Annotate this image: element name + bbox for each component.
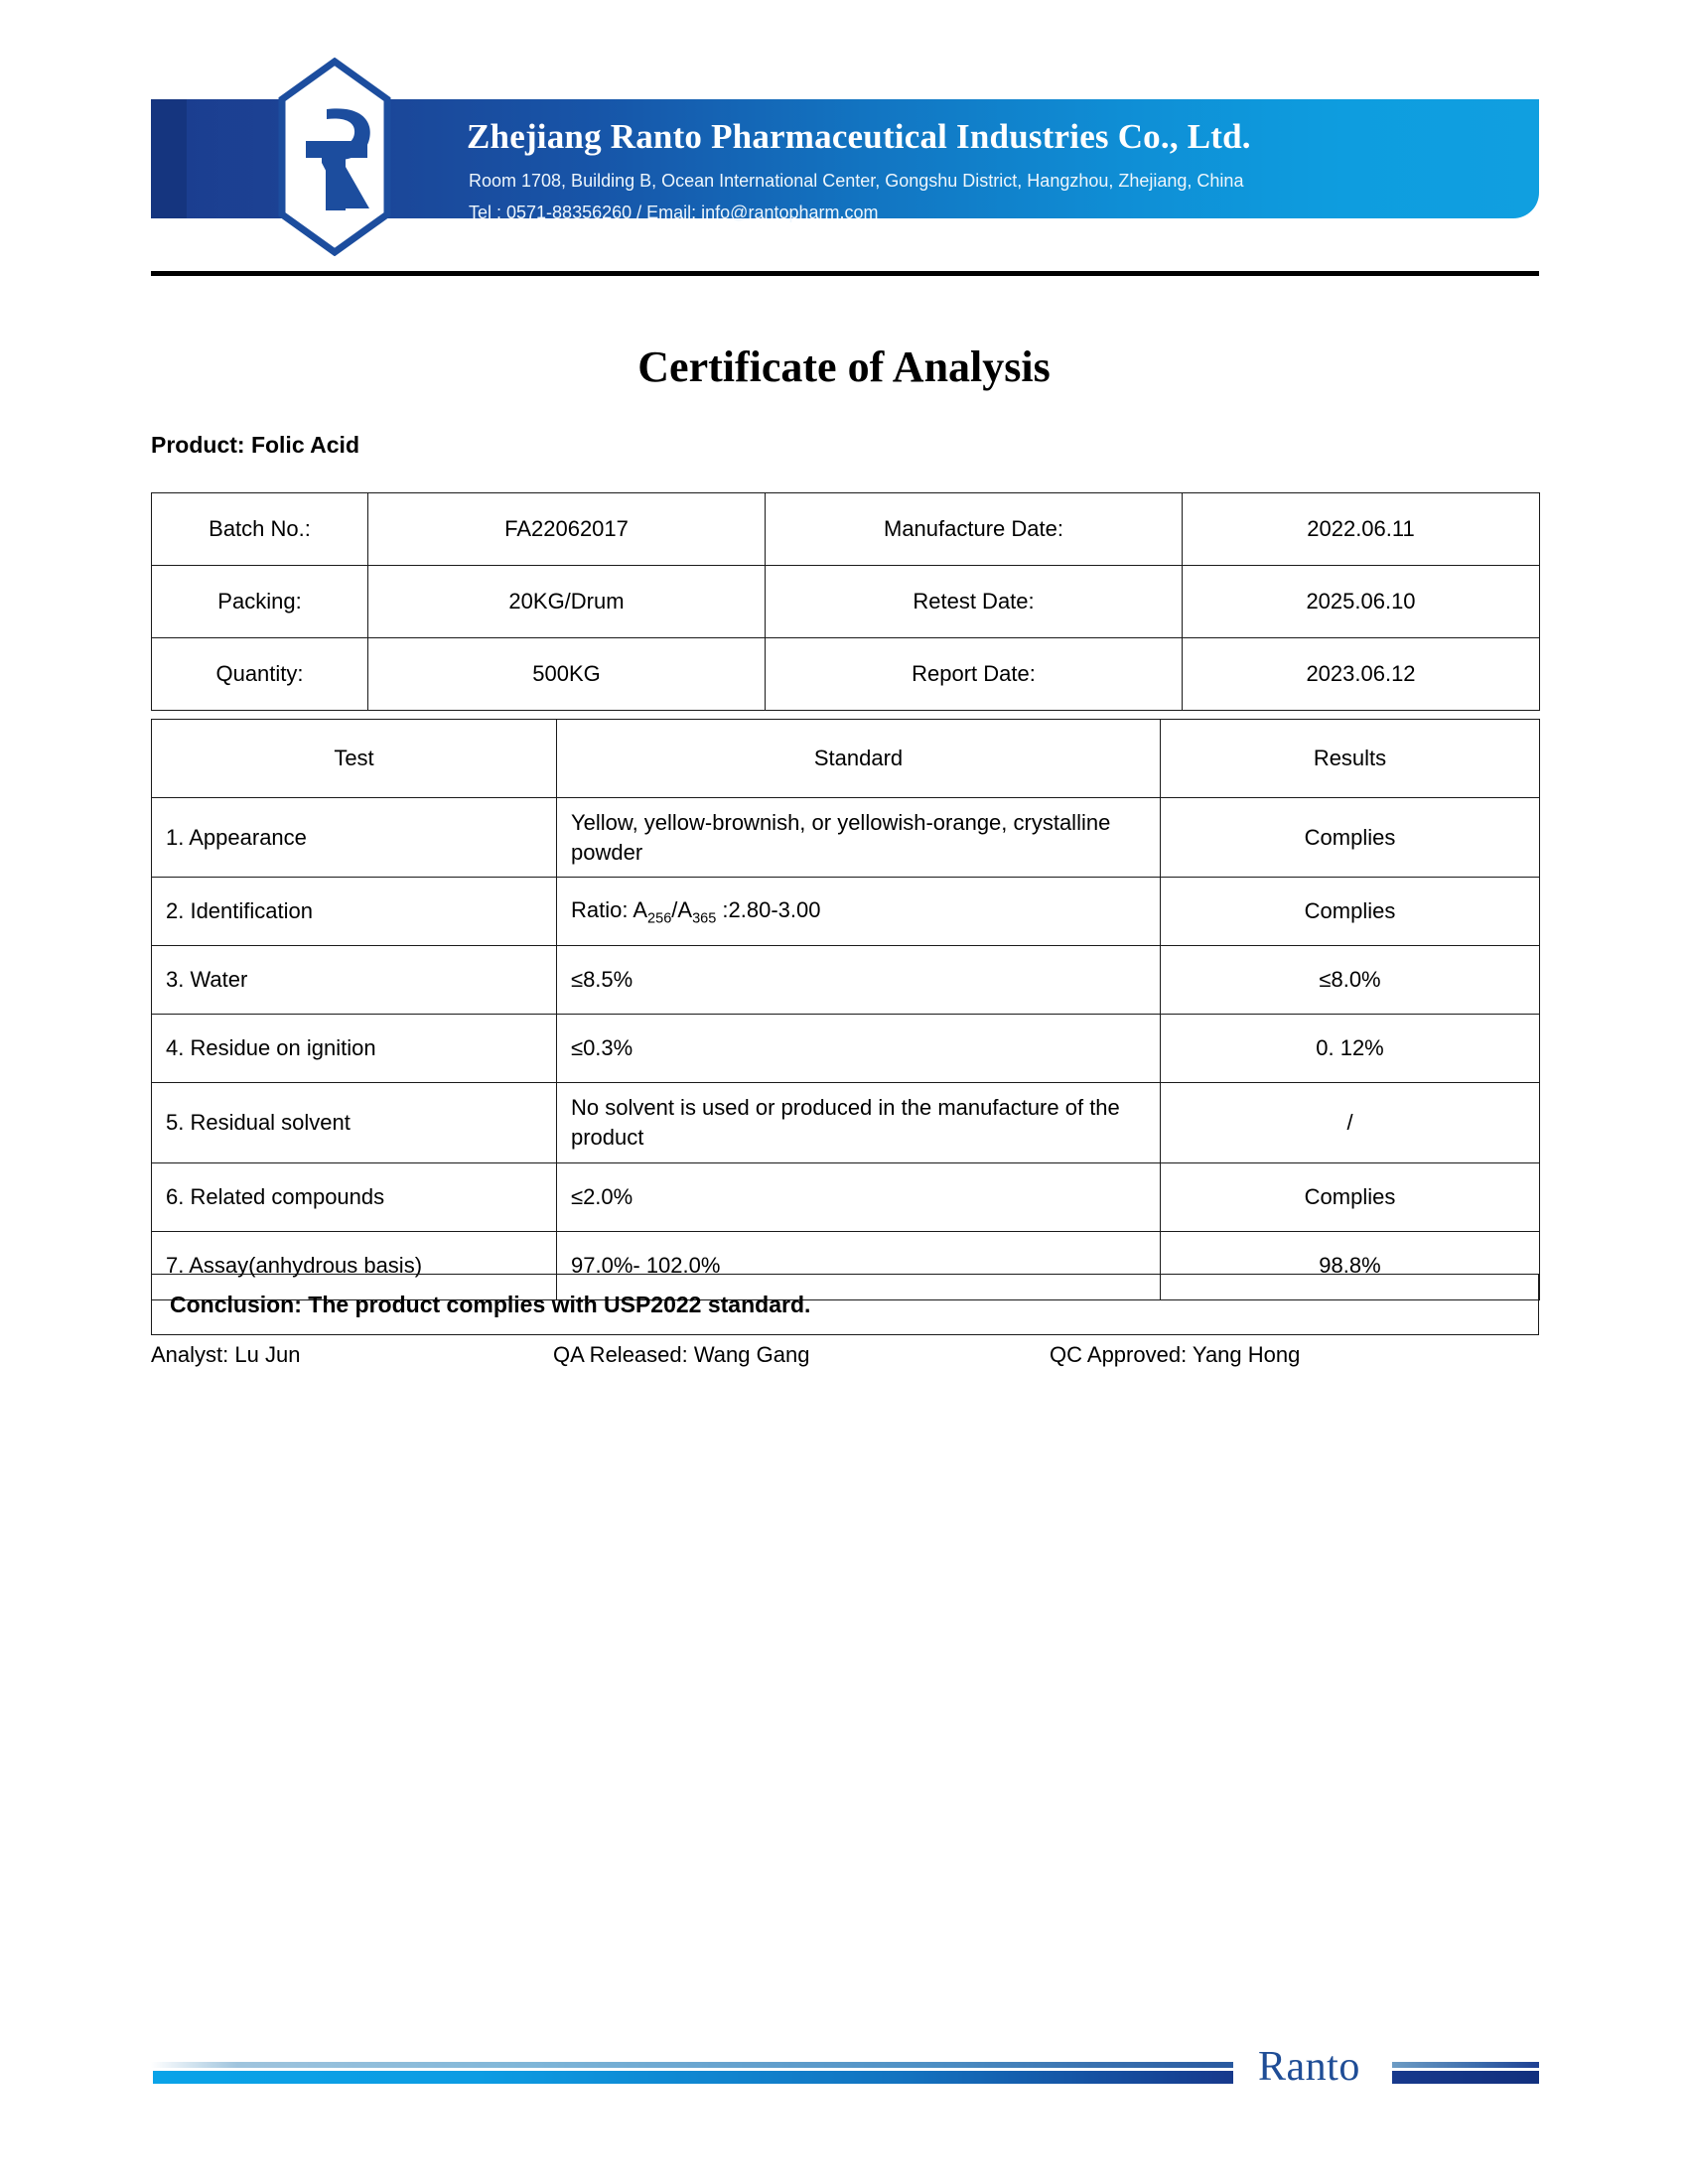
test-standard bbox=[557, 878, 1161, 946]
standard-prefix: Ratio: A bbox=[571, 896, 648, 922]
test-standard: Yellow, yellow-brownish, or yellowish-orange, crystalline powder bbox=[557, 798, 1161, 878]
product-label: Product: Folic Acid bbox=[151, 432, 359, 458]
test-result: Complies bbox=[1161, 1162, 1540, 1231]
table-row bbox=[152, 1015, 1540, 1083]
signature-row bbox=[151, 1342, 1539, 1382]
qc-approved-signature: QC Approved: Yang Hong bbox=[1050, 1342, 1301, 1367]
test-name: 4. Residue on ignition bbox=[152, 1015, 557, 1083]
batch-no-label: Batch No.: bbox=[152, 493, 368, 566]
test-standard: ≤2.0% bbox=[557, 1162, 1161, 1231]
table-row bbox=[152, 1083, 1540, 1162]
report-date-label: Report Date: bbox=[766, 638, 1183, 711]
test-name: 3. Water bbox=[152, 946, 557, 1015]
table-row bbox=[152, 638, 1540, 711]
footer-rule-top-left bbox=[151, 2062, 1233, 2068]
manufacture-date-label: Manufacture Date: bbox=[766, 493, 1183, 566]
table-row bbox=[152, 493, 1540, 566]
table-header-row bbox=[152, 720, 1540, 798]
column-header-results: Results bbox=[1161, 720, 1540, 798]
test-name: 1. Appearance bbox=[152, 798, 557, 878]
footer-rule-bottom-right bbox=[1392, 2071, 1539, 2084]
test-name: 5. Residual solvent bbox=[152, 1083, 557, 1162]
test-name: 7. Assay(anhydrous basis) bbox=[152, 1231, 557, 1299]
page-footer bbox=[151, 2043, 1539, 2103]
test-name: 6. Related compounds bbox=[152, 1162, 557, 1231]
standard-suffix: :2.80-3.00 bbox=[716, 896, 821, 922]
batch-info-table bbox=[151, 492, 1540, 711]
table-row bbox=[152, 946, 1540, 1015]
standard-subscript-256: 256 bbox=[647, 910, 672, 927]
footer-brand: Ranto bbox=[1258, 2044, 1360, 2090]
quantity-value: 500KG bbox=[368, 638, 766, 711]
page-title: Certificate of Analysis bbox=[637, 342, 1051, 391]
test-result: / bbox=[1161, 1083, 1540, 1162]
retest-date-value: 2025.06.10 bbox=[1183, 566, 1540, 638]
test-result: 98.8% bbox=[1161, 1231, 1540, 1299]
test-standard: ≤0.3% bbox=[557, 1015, 1161, 1083]
test-standard: 97.0%- 102.0% bbox=[557, 1231, 1161, 1299]
batch-no-value: FA22062017 bbox=[368, 493, 766, 566]
test-result: ≤8.0% bbox=[1161, 946, 1540, 1015]
quantity-label: Quantity: bbox=[152, 638, 368, 711]
test-result: 0. 12% bbox=[1161, 1015, 1540, 1083]
company-address: Room 1708, Building B, Ocean International Center, Gongshu District, Hangzhou, Zhejiang, China bbox=[469, 171, 1244, 191]
company-name: Zhejiang Ranto Pharmaceutical Industries Co., Ltd. bbox=[467, 117, 1251, 156]
table-row bbox=[152, 566, 1540, 638]
column-header-test: Test bbox=[152, 720, 557, 798]
packing-label: Packing: bbox=[152, 566, 368, 638]
footer-rule-top-right bbox=[1392, 2062, 1539, 2068]
test-standard: ≤8.5% bbox=[557, 946, 1161, 1015]
test-standard: No solvent is used or produced in the manufacture of the product bbox=[557, 1083, 1161, 1162]
conclusion-box bbox=[151, 1274, 1539, 1335]
report-date-value: 2023.06.12 bbox=[1183, 638, 1540, 711]
analysis-results-table bbox=[151, 719, 1540, 1300]
standard-subscript-365: 365 bbox=[692, 910, 717, 927]
retest-date-label: Retest Date: bbox=[766, 566, 1183, 638]
packing-value: 20KG/Drum bbox=[368, 566, 766, 638]
table-row bbox=[152, 798, 1540, 878]
qa-released-signature: QA Released: Wang Gang bbox=[553, 1342, 810, 1367]
footer-rule-bottom-left bbox=[153, 2071, 1233, 2084]
standard-middle: /A bbox=[671, 896, 693, 922]
company-contact: Tel : 0571-88356260 / Email: info@rantopharm.com bbox=[469, 203, 879, 222]
header-divider bbox=[151, 271, 1539, 276]
manufacture-date-value: 2022.06.11 bbox=[1183, 493, 1540, 566]
analyst-signature: Analyst: Lu Jun bbox=[151, 1342, 301, 1367]
test-name: 2. Identification bbox=[152, 878, 557, 946]
column-header-standard: Standard bbox=[557, 720, 1161, 798]
table-row bbox=[152, 878, 1540, 946]
table-row bbox=[152, 1162, 1540, 1231]
test-result: Complies bbox=[1161, 878, 1540, 946]
test-result: Complies bbox=[1161, 798, 1540, 878]
tr-hexagon-logo-icon bbox=[270, 58, 399, 256]
conclusion-text: Conclusion: The product complies with USP2022 standard. bbox=[170, 1291, 811, 1317]
